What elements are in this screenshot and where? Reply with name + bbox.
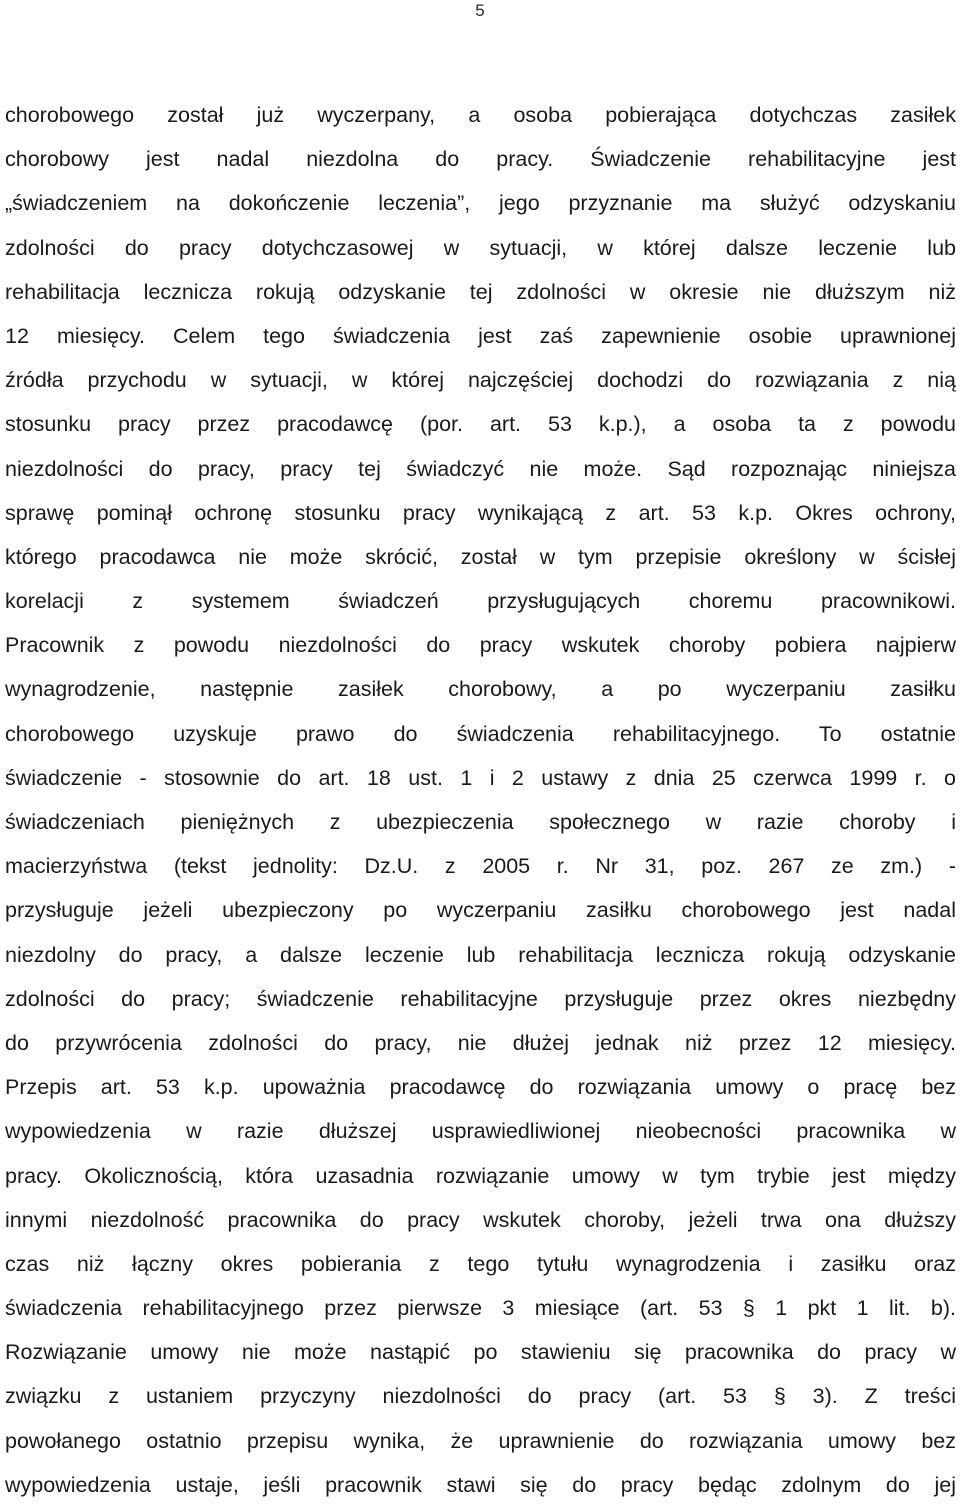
text-line: innymi niezdolność pracownika do pracy wskutek choroby, jeżeli trwa ona dłuższy bbox=[5, 1207, 956, 1232]
text-line: chorobowego uzyskuje prawo do świadczenia rehabilitacyjnego. To ostatnie bbox=[5, 721, 956, 746]
text-line: którego pracodawca nie może skrócić, został w tym przepisie określony w ścisłej bbox=[5, 544, 956, 569]
document-body bbox=[5, 93, 956, 1507]
text-line: „świadczeniem na dokończenie leczenia”, jego przyznanie ma służyć odzyskaniu bbox=[5, 191, 956, 216]
text-line: wynagrodzenie, następnie zasiłek chorobowy, a po wyczerpaniu zasiłku bbox=[5, 677, 956, 702]
text-line: sprawę pominął ochronę stosunku pracy wynikającą z art. 53 k.p. Okres ochrony, bbox=[5, 500, 956, 525]
text-line: związku z ustaniem przyczyny niezdolności do pracy (art. 53 § 3). Z treści bbox=[5, 1384, 956, 1409]
text-line: 12 miesięcy. Celem tego świadczenia jest zaś zapewnienie osobie uprawnionej bbox=[5, 323, 956, 348]
text-line: niezdolności do pracy, pracy tej świadczyć nie może. Sąd rozpoznając niniejsza bbox=[5, 456, 956, 481]
text-line: rehabilitacja lecznicza rokują odzyskanie tej zdolności w okresie nie dłuższym niż bbox=[5, 279, 956, 304]
text-line: chorobowy jest nadal niezdolna do pracy. Świadczenie rehabilitacyjne jest bbox=[5, 147, 956, 172]
text-line: świadczenie - stosownie do art. 18 ust. 1 i 2 ustawy z dnia 25 czerwca 1999 r. o bbox=[5, 765, 956, 790]
text-line: wypowiedzenia w razie dłuższej usprawiedliwionej nieobecności pracownika w bbox=[5, 1119, 956, 1144]
text-line: pracy. Okolicznością, która uzasadnia rozwiązanie umowy w tym trybie jest między bbox=[5, 1163, 956, 1188]
text-line: korelacji z systemem świadczeń przysługujących choremu pracownikowi. bbox=[5, 589, 956, 614]
text-line: chorobowego został już wyczerpany, a osoba pobierająca dotychczas zasiłek bbox=[5, 103, 956, 127]
text-line: do przywrócenia zdolności do pracy, nie dłużej jednak niż przez 12 miesięcy. bbox=[5, 1030, 956, 1055]
text-line: świadczeniach pieniężnych z ubezpieczenia społecznego w razie choroby i bbox=[5, 810, 956, 834]
text-line: Przepis art. 53 k.p. upoważnia pracodawcę do rozwiązania umowy o pracę bez bbox=[5, 1075, 956, 1100]
text-line: czas niż łączny okres pobierania z tego tytułu wynagrodzenia i zasiłku oraz bbox=[5, 1251, 956, 1276]
text-line: niezdolny do pracy, a dalsze leczenie lub rehabilitacja lecznicza rokują odzyskanie bbox=[5, 942, 956, 967]
text-line: macierzyństwa (tekst jednolity: Dz.U. z 2005 r. Nr 31, poz. 267 ze zm.) - bbox=[5, 854, 956, 879]
text-line: przysługuje jeżeli ubezpieczony po wyczerpaniu zasiłku chorobowego jest nadal bbox=[5, 898, 956, 923]
text-line: Rozwiązanie umowy nie może nastąpić po stawieniu się pracownika do pracy w bbox=[5, 1340, 956, 1365]
text-line: zdolności do pracy dotychczasowej w sytuacji, w której dalsze leczenie lub bbox=[5, 235, 956, 260]
page-number: 5 bbox=[475, 1, 485, 20]
text-line: wypowiedzenia ustaje, jeśli pracownik stawi się do pracy będąc zdolnym do jej bbox=[5, 1472, 956, 1497]
text-line: Pracownik z powodu niezdolności do pracy wskutek choroby pobiera najpierw bbox=[5, 633, 956, 658]
text-line: źródła przychodu w sytuacji, w której najczęściej dochodzi do rozwiązania z nią bbox=[5, 368, 956, 393]
text-line: świadczenia rehabilitacyjnego przez pierwsze 3 miesiące (art. 53 § 1 pkt 1 lit. b). bbox=[5, 1296, 956, 1321]
text-line: zdolności do pracy; świadczenie rehabilitacyjne przysługuje przez okres niezbędny bbox=[5, 986, 956, 1011]
text-line: powołanego ostatnio przepisu wynika, że uprawnienie do rozwiązania umowy bez bbox=[5, 1428, 956, 1453]
text-line: stosunku pracy przez pracodawcę (por. art. 53 k.p.), a osoba ta z powodu bbox=[5, 412, 956, 437]
